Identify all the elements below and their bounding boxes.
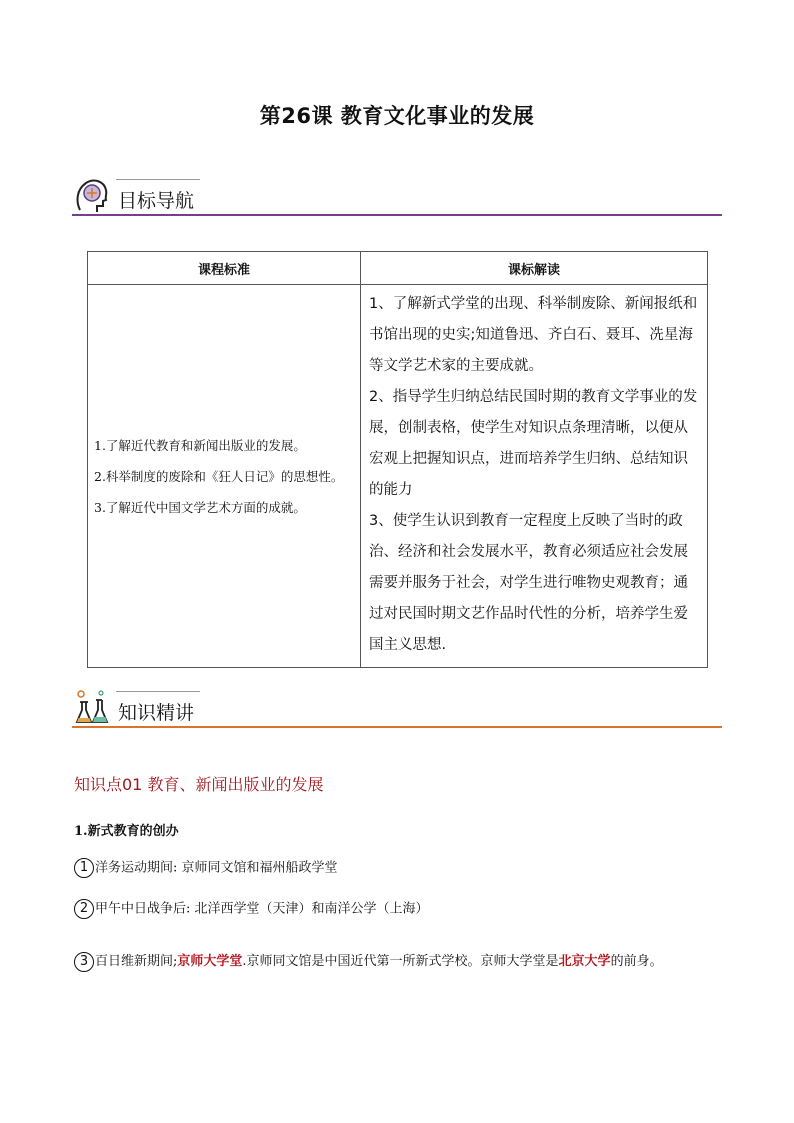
item-number: 2 xyxy=(74,899,94,919)
knowledge-section-label: 知识精讲 xyxy=(118,702,195,724)
standards-cell xyxy=(88,285,361,668)
page-title: 第26课 教育文化事业的发展 xyxy=(259,104,535,128)
item-text-post: 的前身。 xyxy=(610,954,663,969)
lab-flask-icon xyxy=(72,688,112,728)
item-number: 1 xyxy=(74,858,94,878)
interpretation-item: 1、了解新式学堂的出现、科举制废除、新闻报纸和书馆出现的史实;知道鲁迅、齐白石、聂耳、冼星海等文学艺术家的主要成就。 xyxy=(369,296,698,374)
interpretation-item: 2、指导学生归纳总结民国时期的教育文学事业的发展，创制表格，使学生对知识点条理清晰，以便从宏观上把握知识点，进而培养学生归纳、总结知识的能力 xyxy=(369,389,698,498)
highlight-jingshi-university: 京师大学堂 xyxy=(177,954,243,969)
brain-head-icon xyxy=(72,176,112,216)
standard-item: 3.了解近代中国文学艺术方面的成就。 xyxy=(94,499,306,515)
curriculum-table xyxy=(87,251,708,668)
item-text: 甲午中日战争后: 北洋西学堂（天津）和南洋公学（上海） xyxy=(95,901,429,917)
goal-section-rule xyxy=(72,214,722,216)
item-text: 洋务运动期间: 京师同文馆和福州船政学堂 xyxy=(95,860,338,876)
goal-section-label: 目标导航 xyxy=(118,190,195,212)
interpretation-item: 3、使学生认识到教育一定程度上反映了当时的政治、经济和社会发展水平，教育必须适应社会发展需要并服务于社会，对学生进行唯物史观教育；通过对民国时期文艺作品时代性的分析，培养学生爱国主义思想. xyxy=(369,513,688,653)
knowledge-section-header xyxy=(72,688,722,728)
knowledge-point-heading: 知识点01 教育、新闻出版业的发展 xyxy=(74,775,324,794)
table-header-row xyxy=(88,252,708,285)
subheading: 1.新式教育的创办 xyxy=(74,824,179,839)
list-item xyxy=(74,940,724,984)
interpretation-cell xyxy=(361,285,708,668)
goal-section-header xyxy=(72,176,722,216)
item-text-mid: .京师同文馆是中国近代第一所新式学校。京师大学堂是 xyxy=(242,954,559,969)
table-header-standard: 课程标准 xyxy=(88,252,361,285)
standard-item: 2.科举制度的废除和《狂人日记》的思想性。 xyxy=(94,468,344,484)
knowledge-section-rule xyxy=(72,726,722,728)
item-number: 3 xyxy=(74,952,94,972)
list-item xyxy=(74,899,724,920)
item-text-pre: 百日维新期间; xyxy=(95,954,178,969)
list-item xyxy=(74,858,724,879)
table-header-interpretation: 课标解读 xyxy=(361,252,708,285)
table-row xyxy=(88,285,708,668)
highlight-peking-university: 北京大学 xyxy=(558,954,611,969)
standard-item: 1.了解近代教育和新闻出版业的发展。 xyxy=(94,437,306,453)
